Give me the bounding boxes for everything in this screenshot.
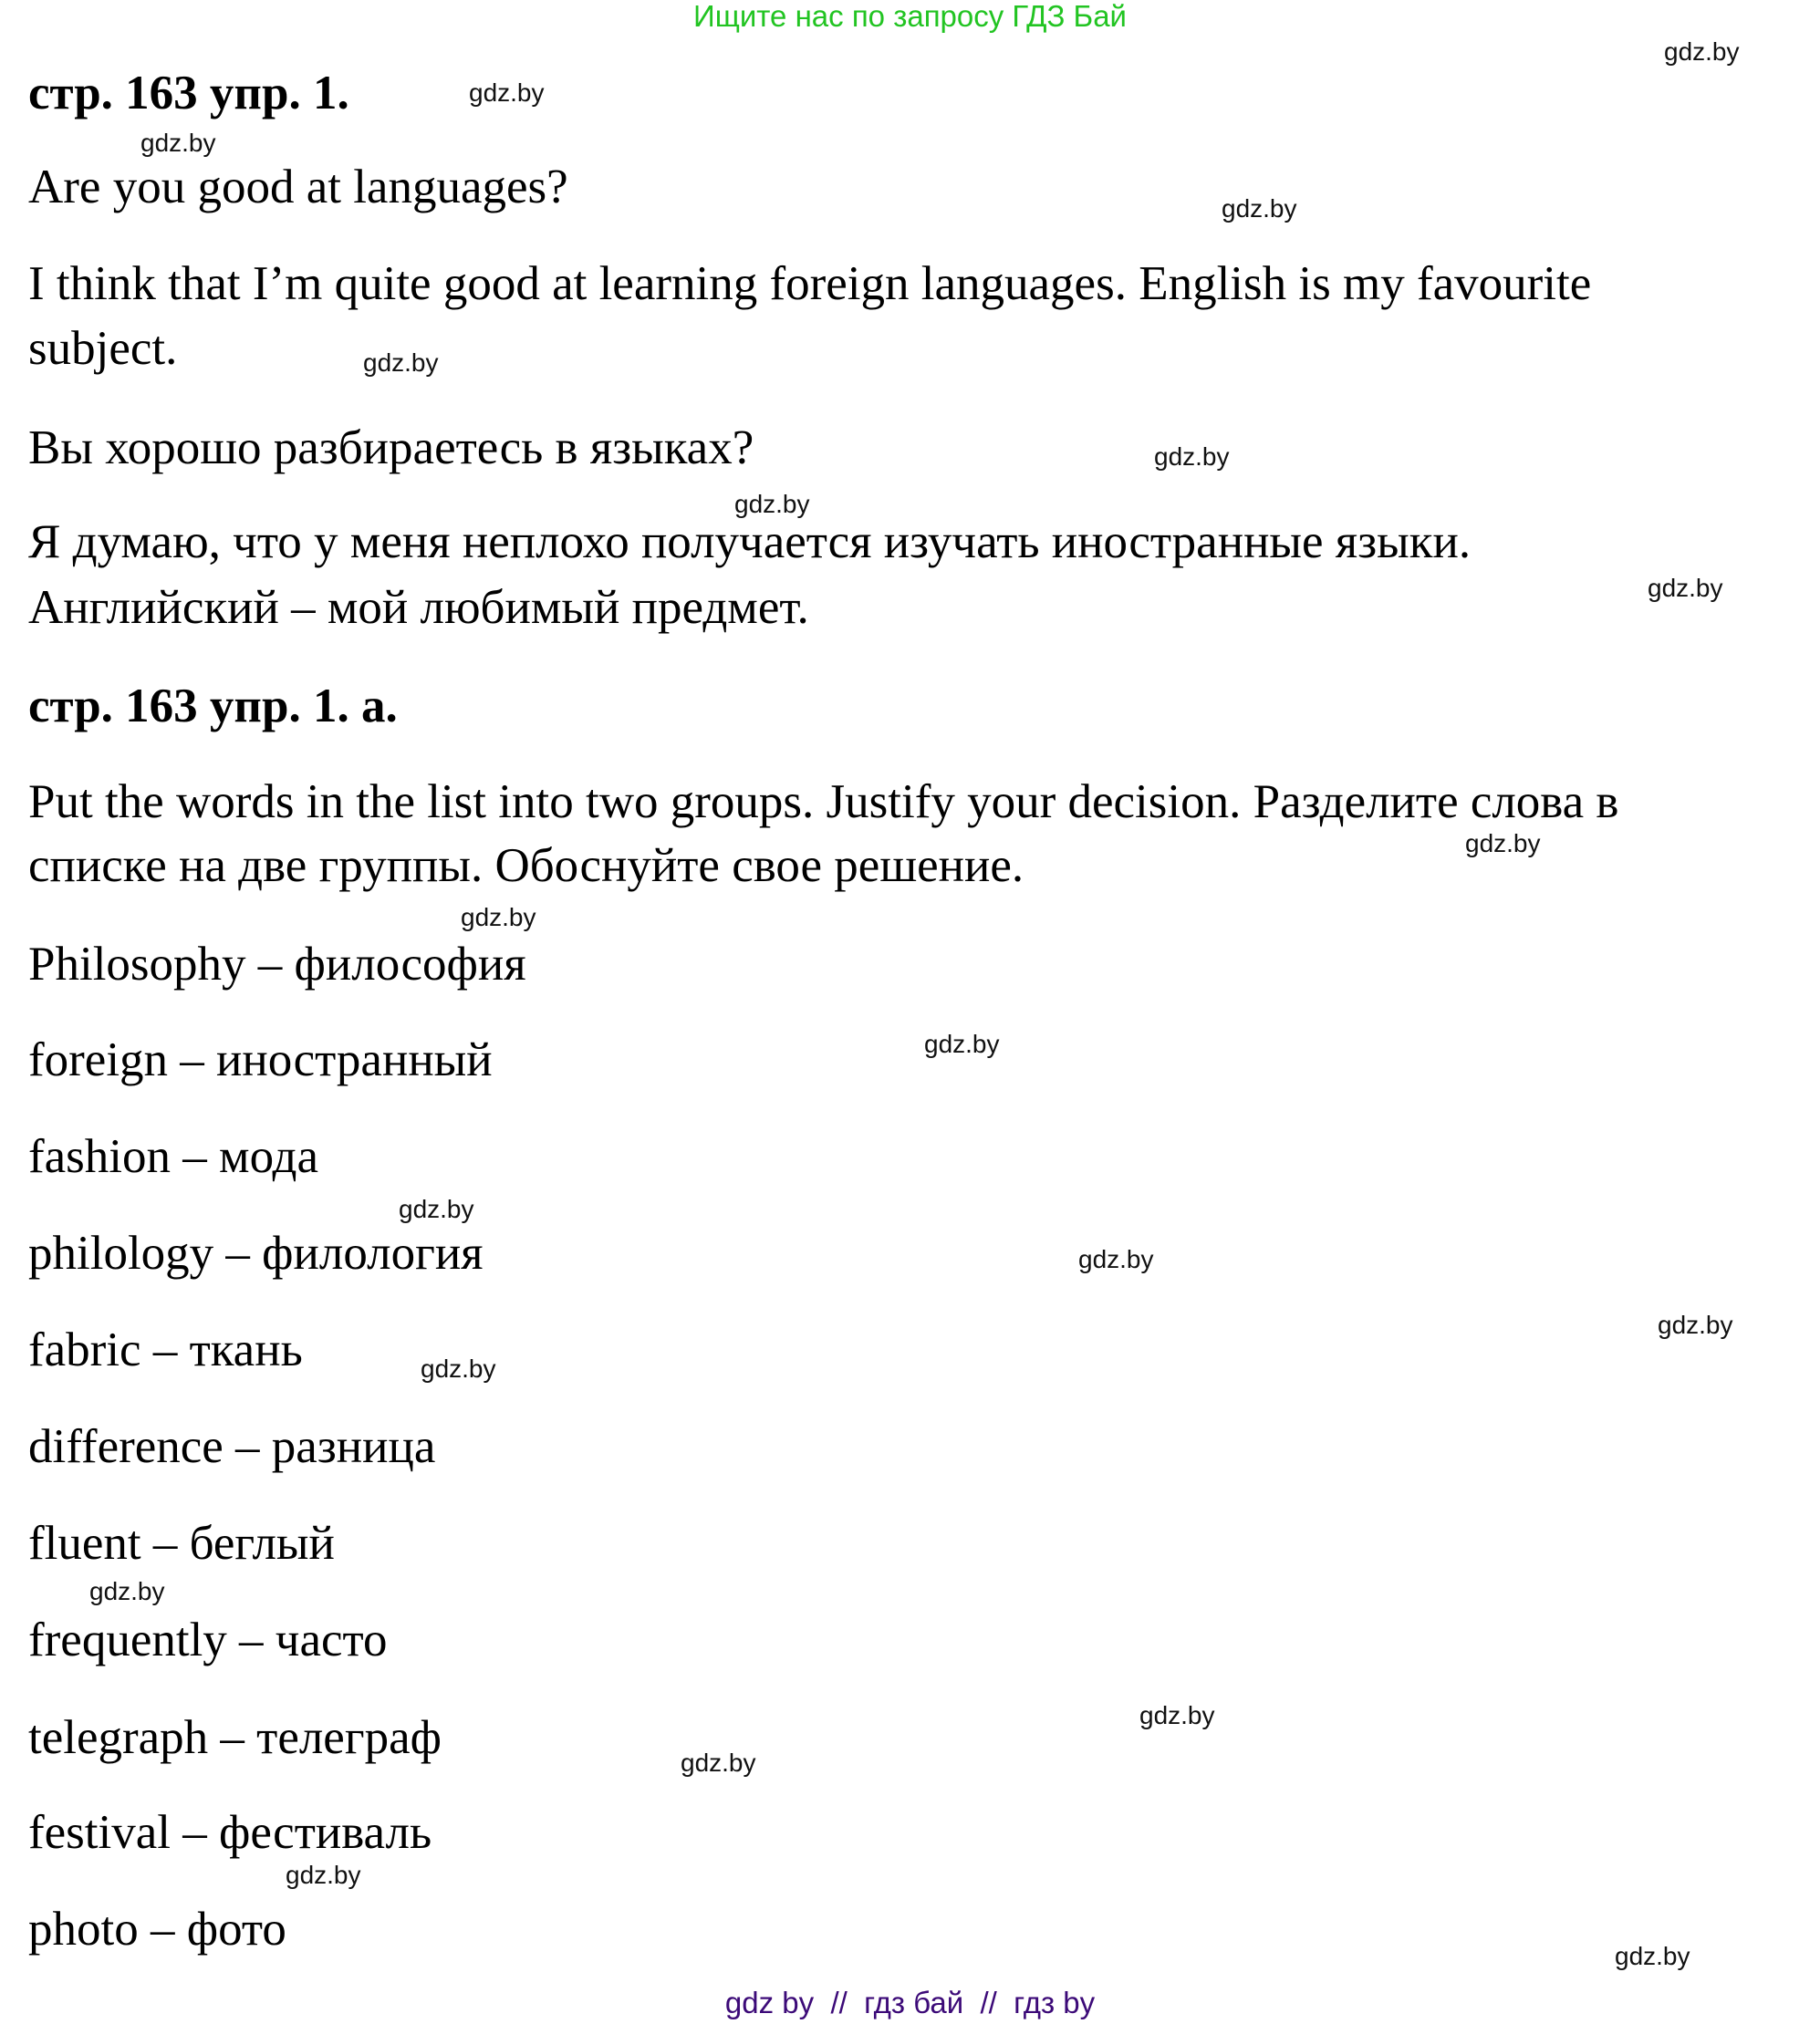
watermark: gdz.by xyxy=(1658,1311,1733,1339)
footer-links: gdz by // гдз бай // гдз by xyxy=(724,1986,1096,2019)
question-en: Are you good at languages? xyxy=(28,161,568,213)
word-item: telegraph – телеграф xyxy=(28,1711,442,1764)
answer-en-line2: subject. xyxy=(28,322,178,375)
watermark: gdz.by xyxy=(140,129,216,157)
word-item: philology – филология xyxy=(28,1227,484,1280)
watermark: gdz.by xyxy=(89,1577,165,1605)
watermark: gdz.by xyxy=(286,1861,361,1889)
watermark: gdz.by xyxy=(1222,194,1297,223)
section-heading: стр. 163 упр. 1. a. xyxy=(28,680,398,732)
section-heading: стр. 163 упр. 1. xyxy=(28,67,349,119)
watermark: gdz.by xyxy=(469,78,545,107)
answer-en-line1: I think that I’m quite good at learning foreign languages. English is my favourite xyxy=(28,257,1592,310)
watermark: gdz.by xyxy=(1078,1245,1154,1273)
watermark: gdz.by xyxy=(734,490,810,518)
answer-ru-line1: Я думаю, что у меня неплохо получается изучать иностранные языки. xyxy=(28,515,1472,568)
word-item: fashion – мода xyxy=(28,1130,319,1183)
watermark: gdz.by xyxy=(461,903,536,931)
watermark: gdz.by xyxy=(1154,442,1230,471)
word-item: fluent – беглый xyxy=(28,1517,335,1570)
watermark: gdz.by xyxy=(1465,829,1541,857)
question-ru: Вы хорошо разбираетесь в языках? xyxy=(28,421,754,474)
word-item: frequently – часто xyxy=(28,1614,388,1666)
watermark: gdz.by xyxy=(363,348,439,377)
task-line2: списке на две группы. Обоснуйте свое решение. xyxy=(28,839,1024,892)
answer-ru-line2: Английский – мой любимый предмет. xyxy=(28,581,809,634)
watermark: gdz.by xyxy=(421,1355,496,1383)
word-item: Philosophy – философия xyxy=(28,938,526,991)
watermark: gdz.by xyxy=(1615,1942,1690,1970)
word-item: difference – разница xyxy=(28,1420,436,1473)
word-item: foreign – иностранный xyxy=(28,1033,493,1086)
word-item: photo – фото xyxy=(28,1903,286,1956)
watermark: gdz.by xyxy=(924,1030,1000,1058)
word-item: fabric – ткань xyxy=(28,1323,303,1376)
watermark: gdz.by xyxy=(1664,37,1740,66)
search-banner: Ищите нас по запросу ГДЗ Бай xyxy=(693,0,1127,33)
word-item: festival – фестиваль xyxy=(28,1806,432,1859)
watermark: gdz.by xyxy=(1139,1701,1215,1729)
watermark: gdz.by xyxy=(1648,574,1723,602)
task-line1: Put the words in the list into two groups. Justify your decision. Разделите слова в xyxy=(28,775,1619,828)
watermark: gdz.by xyxy=(399,1195,474,1223)
watermark: gdz.by xyxy=(681,1749,756,1777)
